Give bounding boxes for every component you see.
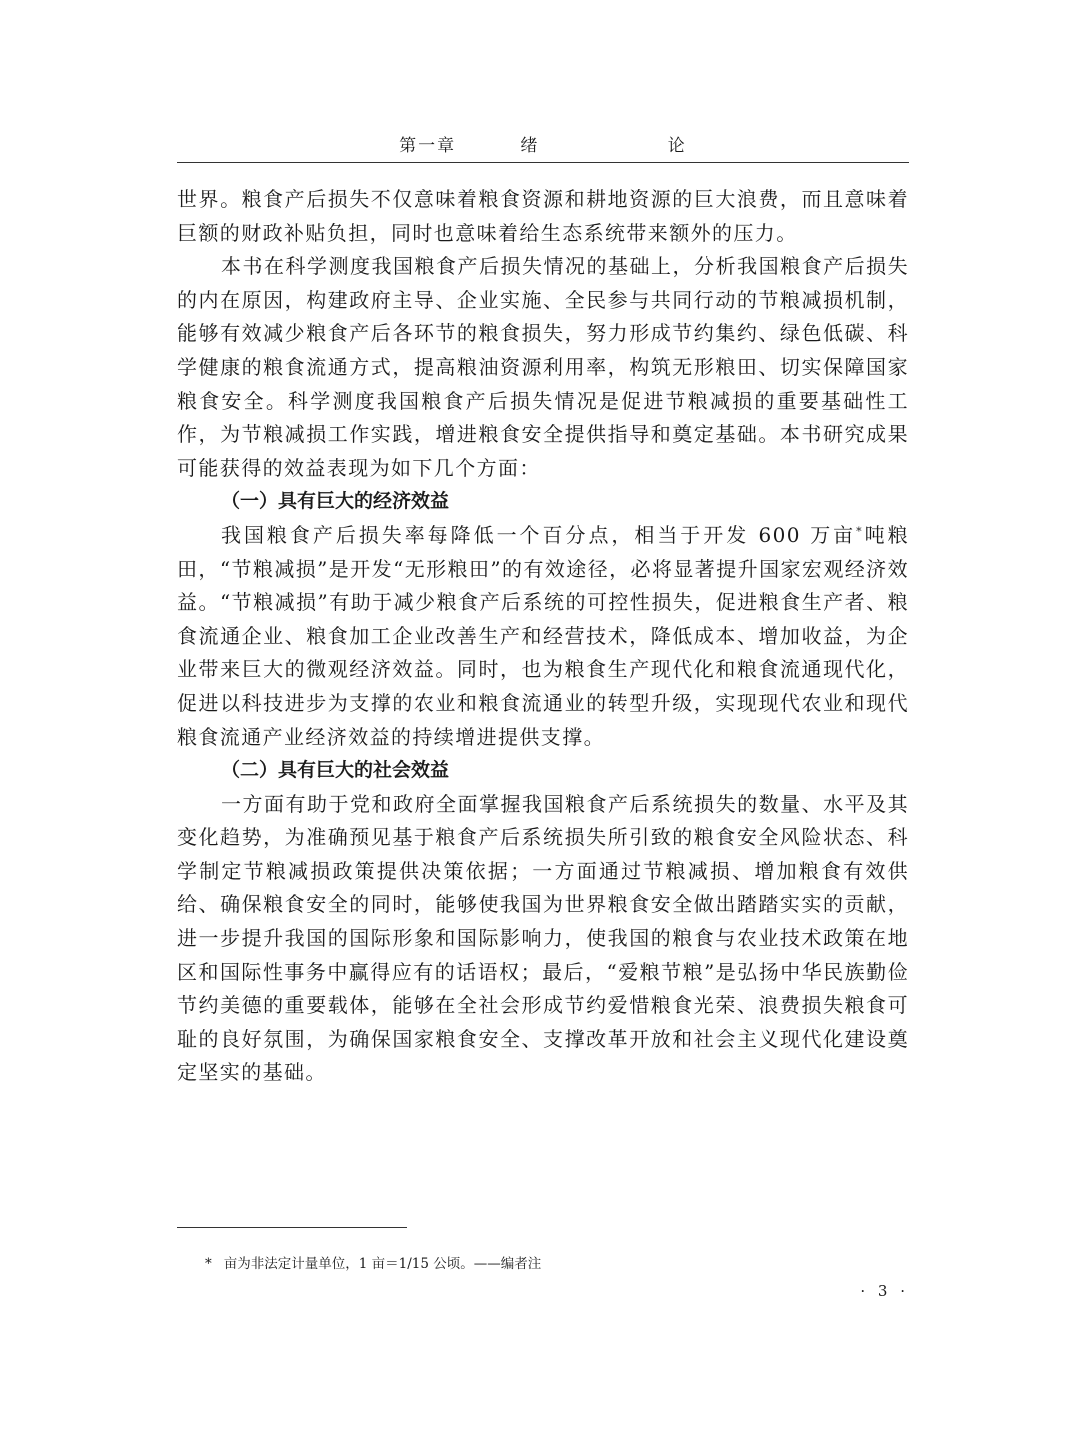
paragraph-2: 本书在科学测度我国粮食产后损失情况的基础上，分析我国粮食产后损失的内在原因，构建政府主导、企业实施、全民参与共同行动的节粮减损机制，能够有效减少粮食产后各环节的粮食损失，努力形成节约集约、绿色低碳、科学健康的粮食流通方式，提高粮油资源利用率，构筑无形粮田、切实保障国家粮食安全。科学测度我国粮食产后损失情况是促进节粮减损的重要基础性工作，为节粮减损工作实践，增进粮食安全提供指导和奠定基础。本书研究成果可能获得的效益表现为如下几个方面： bbox=[177, 254, 909, 480]
footnote-reference: * bbox=[856, 524, 864, 538]
paragraph-1: 世界。粮食产后损失不仅意味着粮食资源和耕地资源的巨大浪费，而且意味着巨额的财政补贴负担，同时也意味着给生态系统带来额外的压力。 bbox=[177, 187, 909, 245]
running-header: 第一章 绪 论 bbox=[399, 136, 687, 156]
paragraph-4: 一方面有助于党和政府全面掌握我国粮食产后系统损失的数量、水平及其变化趋势，为准确预见基于粮食产后系统损失所引致的粮食安全风险状态、科学制定节粮减损政策提供决策依据；一方面通过节粮减损、增加粮食有效供给、确保粮食安全的同时，能够使我国为世界粮食安全做出踏踏实实的贡献，进一步提升我国的国际形象和国际影响力，使我国的粮食与农业技术政策在地区和国际性事务中赢得应有的话语权；最后，“爱粮节粮”是弘扬中华民族勤俭节约美德的重要载体，能够在全社会形成节约爱惜粮食光荣、浪费损失粮食可耻的良好氛围，为确保国家粮食安全、支撑改革开放和社会主义现代化建设奠定坚实的基础。 bbox=[177, 791, 909, 1085]
footnote-rule bbox=[177, 1227, 407, 1228]
paragraph-3 bbox=[177, 519, 909, 754]
body-text bbox=[177, 183, 909, 1090]
page-number: · 3 · bbox=[860, 1282, 909, 1300]
footnote-text: 亩为非法定计量单位，1 亩＝1/15 公顷。——编者注 bbox=[223, 1256, 542, 1272]
section-heading-social: （二）具有巨大的社会效益 bbox=[221, 759, 450, 782]
header-rule bbox=[177, 162, 909, 163]
footnote-marker: * bbox=[205, 1256, 212, 1272]
section-heading-economic: （一）具有巨大的经济效益 bbox=[221, 490, 450, 513]
paragraph-3-start: 我国粮食产后损失率每降低一个百分点，相当于开发 600 万亩 bbox=[221, 522, 857, 547]
footnote bbox=[205, 1252, 541, 1272]
paragraph-3-rest: 吨粮田，“节粮减损”是开发“无形粮田”的有效途径，必将显著提升国家宏观经济效益。“节粮减损”有助于减少粮食产后系统的可控性损失，促进粮食生产者、粮食流通企业、粮食加工企业改善生产和经营技术，降低成本、增加收益，为企业带来巨大的微观经济效益。同时，也为粮食生产现代化和粮食流通现代化，促进以科技进步为支撑的农业和粮食流通业的转型升级，实现现代农业和现代粮食流通产业经济效益的持续增进提供支撑。 bbox=[177, 522, 909, 749]
